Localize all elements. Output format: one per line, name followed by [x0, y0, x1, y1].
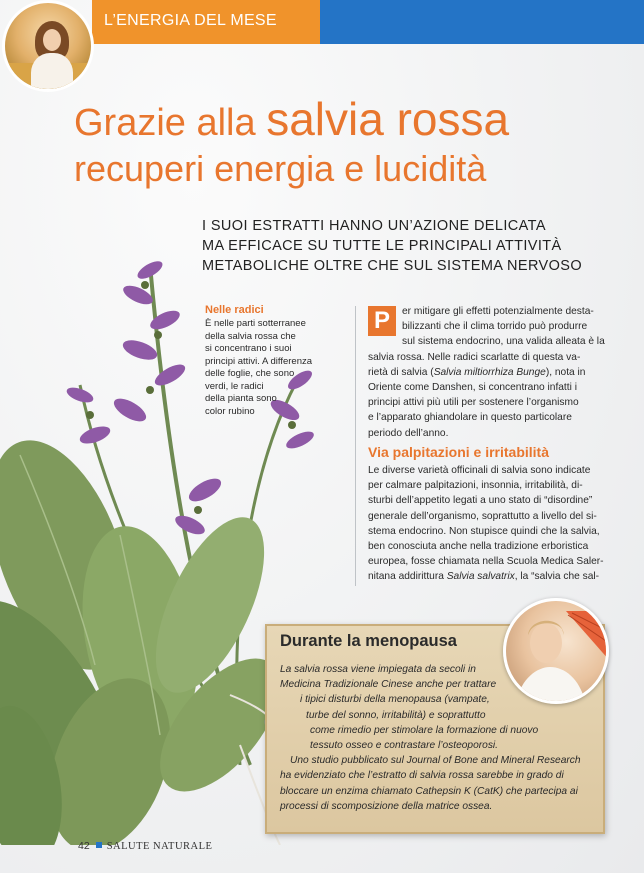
page-footer	[78, 840, 212, 852]
column-divider	[355, 306, 356, 586]
box-line: i tipici disturbi della menopausa (vampate,	[300, 694, 490, 706]
box-line: tessuto osseo e contrastare l’osteoporosi.	[310, 740, 499, 752]
box-line: Uno studio pubblicato sul Journal of Bone and Mineral Research	[290, 755, 581, 767]
body-line: per calmare palpitazioni, insonnia, irritabilità, di-	[368, 480, 583, 492]
caption-line: color rubino	[205, 405, 255, 417]
drop-cap: P	[368, 306, 396, 336]
section-avatar-photo	[2, 0, 94, 92]
section-subheading: Via palpitazioni e irritabilità	[368, 444, 550, 460]
publication-name: SALUTE NATURALE	[106, 841, 213, 852]
title-line1-small: Grazie alla	[74, 102, 267, 144]
box-line: ha evidenziato che l’estratto di salvia rossa sarebbe in grado di	[280, 770, 564, 782]
body-line: salvia rossa. Nelle radici scarlatte di questa va-	[368, 351, 581, 363]
page-number: 42	[78, 840, 90, 852]
scientific-name: Salvia miltiorrhiza Bunge	[433, 366, 546, 378]
body-line: Oriente come Danshen, si concentrano infatti i	[368, 382, 577, 394]
avatar-body	[31, 53, 73, 92]
box-line: turbe del sonno, irritabilità) e soprattutto	[306, 709, 486, 721]
body-line: sturbi dell’appetito legati a uno stato di “disordine”	[368, 495, 593, 507]
footer-square-icon	[96, 842, 102, 848]
box-line: Medicina Tradizionale Cinese anche per trattare	[280, 679, 497, 691]
body-line: europea, fosse chiamata nella Scuola Medica Saler-	[368, 556, 604, 568]
caption-line: della pianta sono	[205, 393, 277, 404]
article-title	[74, 93, 634, 192]
caption-title: Nelle radici	[205, 304, 264, 316]
box-line: processi di scomposizione della matrice ossea.	[280, 800, 493, 812]
body-line: nitana addirittura Salvia salvatrix, la “salvia che sal-	[368, 571, 600, 583]
caption-line: verdi, le radici	[205, 380, 264, 392]
woman-with-fan-photo	[503, 598, 609, 704]
box-line: La salvia rossa viene impiegata da secoli in	[280, 664, 476, 675]
caption-line: principi attivi. A differenza	[205, 355, 313, 367]
caption-line: si concentrano i suoi	[205, 343, 292, 354]
latin-name: Salvia salvatrix	[446, 571, 515, 583]
title-line1-big: salvia rossa	[266, 93, 510, 145]
caption-line: della salvia rossa che	[205, 330, 296, 342]
box-line: bloccare un enzima chiamato Cathepsin K (CatK) che partecipa ai	[280, 785, 578, 797]
box-title: Durante la menopausa	[280, 632, 457, 650]
body-line: bilizzanti che il clima torrido può produrre	[402, 321, 588, 333]
article-body-intro	[368, 304, 628, 441]
header-blue-band	[320, 0, 644, 44]
body-line: rietà di salvia (Salvia miltiorrhiza Bunge), nota in	[368, 366, 586, 378]
header-bar	[0, 0, 644, 44]
caption-line: delle foglie, che sono	[205, 368, 295, 379]
avatar-face	[43, 29, 61, 51]
side-caption	[205, 304, 353, 418]
body-line: sul sistema endocrino, una valida alleata è la	[402, 336, 605, 348]
body-line: er mitigare gli effetti potenzialmente desta-	[402, 306, 594, 317]
body-line: principi attivi più utili per sostenere l’organismo	[368, 397, 579, 409]
subtitle-line: MA EFFICACE SU TUTTE LE PRINCIPALI ATTIVITÀ	[202, 238, 562, 254]
caption-body	[205, 318, 353, 418]
body-line: e l’apparato ghiandolare in questo particolare	[368, 412, 572, 424]
subtitle-line: I SUOI ESTRATTI HANNO UN’AZIONE DELICATA	[202, 218, 546, 234]
body-line: generale dell’organismo, soprattutto a livello del si-	[368, 510, 597, 522]
title-line2: recuperi energia e lucidità	[74, 148, 487, 189]
box-line: come rimedio per stimolare la formazione di nuovo	[310, 724, 539, 736]
section-label: L’ENERGIA DEL MESE	[104, 12, 277, 29]
body-line: periodo dell’anno.	[368, 427, 449, 439]
body-line: Le diverse varietà officinali di salvia sono indicate	[368, 465, 591, 476]
article-body-section	[368, 463, 630, 585]
subtitle-line: METABOLICHE OLTRE CHE SUL SISTEMA NERVOSO	[202, 258, 583, 274]
body-line: stema endocrino. Non stupisce quindi che la salvia,	[368, 525, 600, 537]
body-line: ben conosciuta anche nella tradizione erboristica	[368, 541, 589, 553]
caption-line: È nelle parti sotterranee	[205, 318, 306, 329]
